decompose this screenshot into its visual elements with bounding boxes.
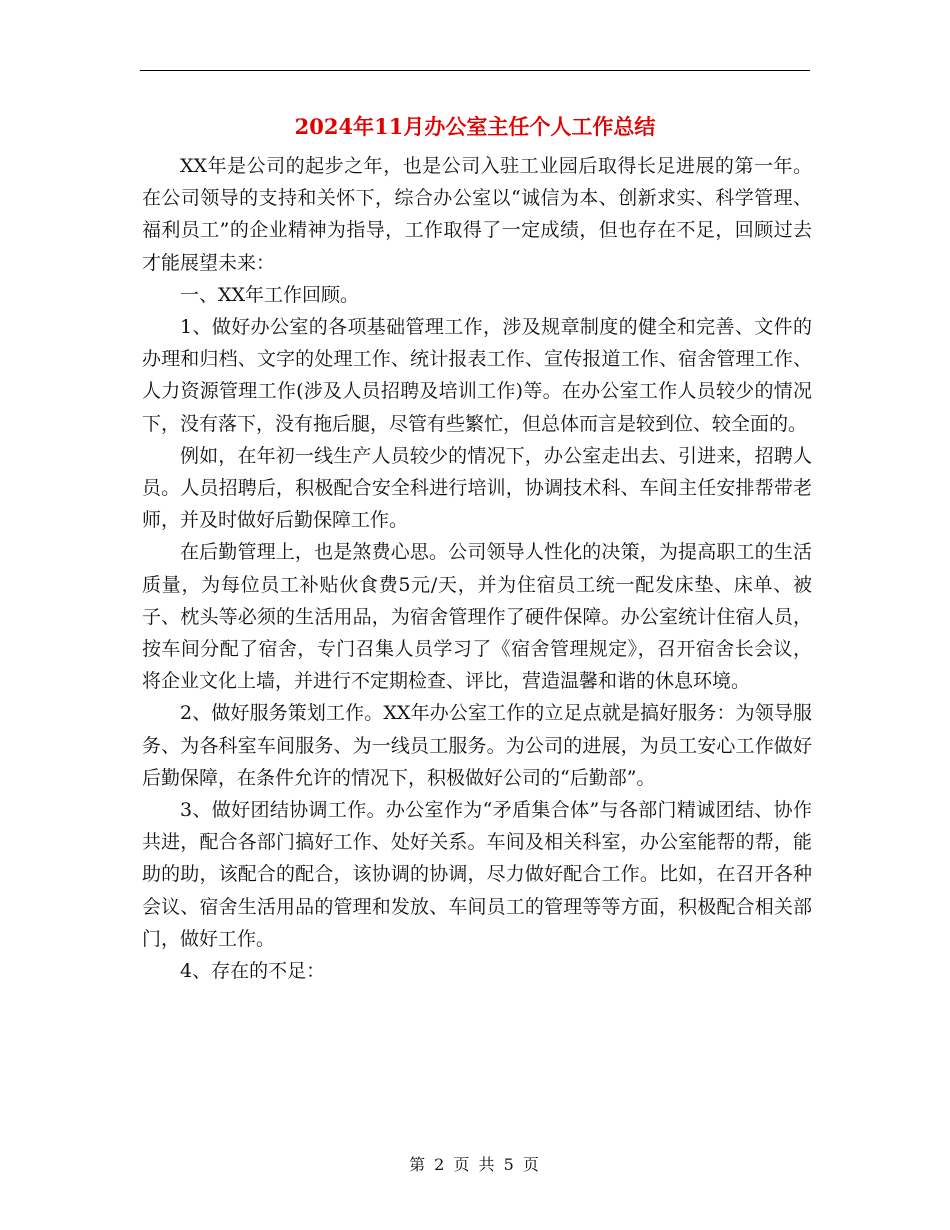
- paragraph: 4、存在的不足：: [180, 960, 326, 983]
- header-rule: [140, 70, 810, 71]
- paragraph: 3、做好团结协调工作。办公室作为“矛盾集合体”与各部门精诚团结、协作共进，配合各部门搞好工作、处好关系。车间及相关科室，办公室能帮的帮，能助的助，该配合的配合，该协调的协调，尽力做好配合工作。比如，在召开各种会议、宿舍生活用品的管理和发放、车间员工的管理等等方面，积极配合相关部门，做好工作。: [142, 799, 812, 950]
- document-title: 2024年11月办公室主任个人工作总结: [294, 114, 656, 139]
- paragraph: XX年是公司的起步之年，也是公司入驻工业园后取得长足进展的第一年。在公司领导的支持和关怀下，综合办公室以“诚信为本、创新求实、科学管理、福利员工”的企业精神为指导，工作取得了一定成绩，但也存在不足，回顾过去才能展望未来：: [142, 155, 812, 274]
- paragraph: 在后勤管理上，也是煞费心思。公司领导人性化的决策，为提高职工的生活质量，为每位员工补贴伙食费5元/天，并为住宿员工统一配发床垫、床单、被子、枕头等必须的生活用品，为宿舍管理作了硬件保障。办公室统计住宿人员，按车间分配了宿舍，专门召集人员学习了《宿舍管理规定》，召开宿舍长会议，将企业文化上墙，并进行不定期检查、评比，营造温馨和谐的休息环境。: [142, 541, 812, 693]
- paragraph: 例如，在年初一线生产人员较少的情况下，办公室走出去、引进来，招聘人员。人员招聘后，积极配合安全科进行培训，协调技术科、车间主任安排帮带老师，并及时做好后勤保障工作。: [142, 444, 812, 532]
- paragraph: 1、做好办公室的各项基础管理工作，涉及规章制度的健全和完善、文件的办理和归档、文字的处理工作、统计报表工作、宣传报道工作、宿舍管理工作、人力资源管理工作(涉及人员招聘及培训工作)等。在办公室工作人员较少的情况下，没有落下，没有拖后腿，尽管有些繁忙，但总体而言是较到位、较全面的。: [142, 316, 812, 435]
- paragraph: 2、做好服务策划工作。XX年办公室工作的立足点就是搞好服务：为领导服务、为各科室车间服务、为一线员工服务。为公司的进展，为员工安心工作做好后勤保障，在条件允许的情况下，积极做好公司的“后勤部”。: [142, 702, 812, 789]
- page-number: 第 2 页 共 5 页: [409, 1155, 541, 1174]
- document-body: [142, 150, 812, 987]
- paragraph: 一、XX年工作回顾。: [180, 283, 360, 306]
